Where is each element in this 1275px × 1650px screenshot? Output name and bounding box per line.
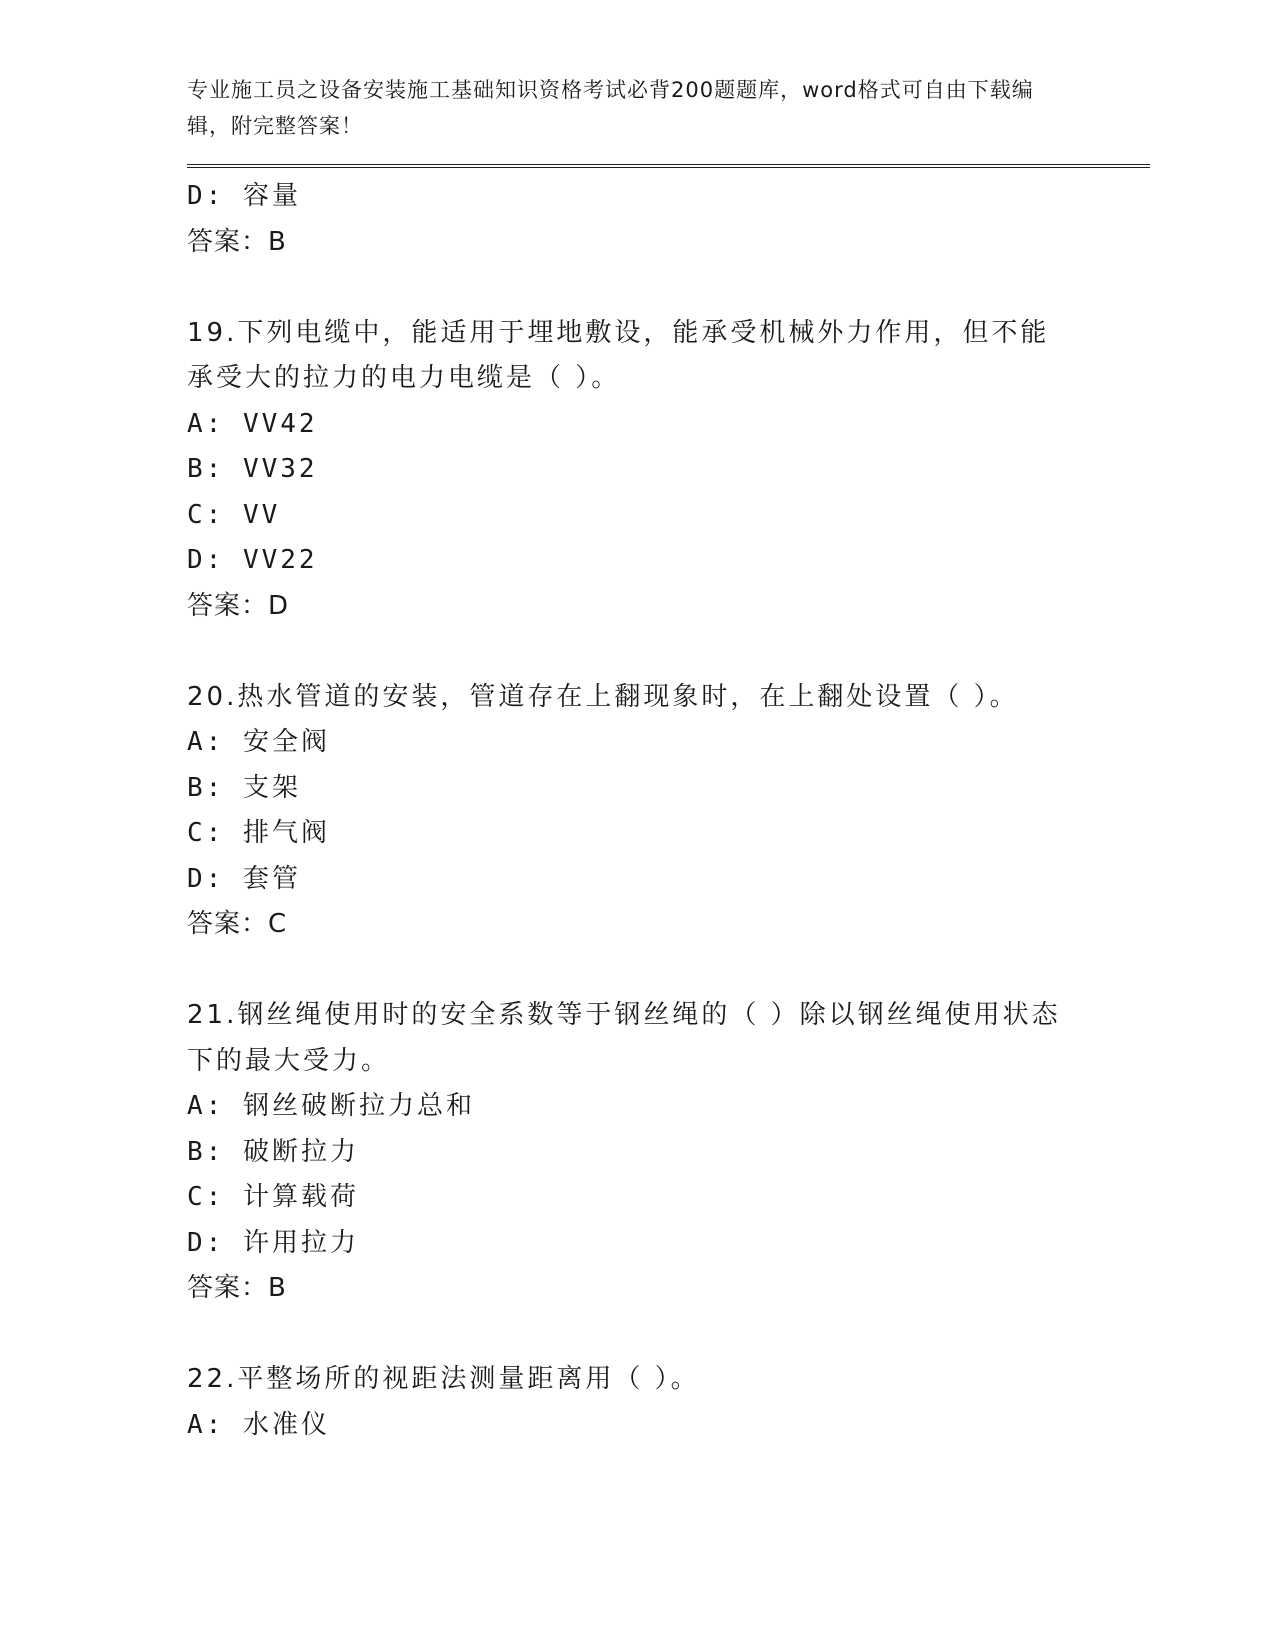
question-19: 19.下列电缆中，能适用于埋地敷设，能承受机械外力作用，但不能承受大的拉力的电力电缆是（ ）。 bbox=[187, 317, 1050, 393]
option-c: C: VV bbox=[187, 499, 281, 530]
option-d: D: 套管 bbox=[187, 863, 301, 894]
question-22: 22.平整场所的视距法测量距离用（ ）。 bbox=[187, 1364, 700, 1394]
option-b: B: VV32 bbox=[187, 454, 318, 484]
option-a: A: 安全阀 bbox=[187, 727, 330, 757]
document-body bbox=[187, 174, 1150, 1448]
option-d: D: 容量 bbox=[187, 181, 301, 211]
answer: 答案：C bbox=[187, 909, 288, 939]
document-header: 专业施工员之设备安装施工基础知识资格考试必背200题题库，word格式可自由下载编辑，附完整答案！ bbox=[187, 78, 1034, 138]
spacer bbox=[187, 948, 1150, 994]
document-page bbox=[187, 72, 1150, 1448]
option-b: B: 支架 bbox=[187, 772, 301, 803]
answer: 答案：B bbox=[187, 1273, 287, 1303]
question-21: 21.钢丝绳使用时的安全系数等于钢丝绳的（ ）除以钢丝绳使用状态下的最大受力。 bbox=[187, 1000, 1061, 1076]
header-divider bbox=[187, 164, 1150, 168]
option-a: A: 水准仪 bbox=[187, 1409, 330, 1440]
option-b: B: 破断拉力 bbox=[187, 1136, 359, 1167]
option-d: D: VV22 bbox=[187, 545, 318, 575]
option-c: C: 排气阀 bbox=[187, 818, 330, 848]
question-20: 20.热水管道的安装，管道存在上翻现象时，在上翻处设置（ ）。 bbox=[187, 681, 1019, 712]
spacer bbox=[187, 265, 1150, 311]
option-d: D: 许用拉力 bbox=[187, 1227, 359, 1258]
answer: 答案：B bbox=[187, 226, 287, 257]
answer: 答案：D bbox=[187, 590, 290, 621]
option-c: C: 计算载荷 bbox=[187, 1182, 359, 1212]
spacer bbox=[187, 1312, 1150, 1358]
spacer bbox=[187, 629, 1150, 675]
option-a: A: VV42 bbox=[187, 408, 318, 439]
option-a: A: 钢丝破断拉力总和 bbox=[187, 1091, 475, 1121]
